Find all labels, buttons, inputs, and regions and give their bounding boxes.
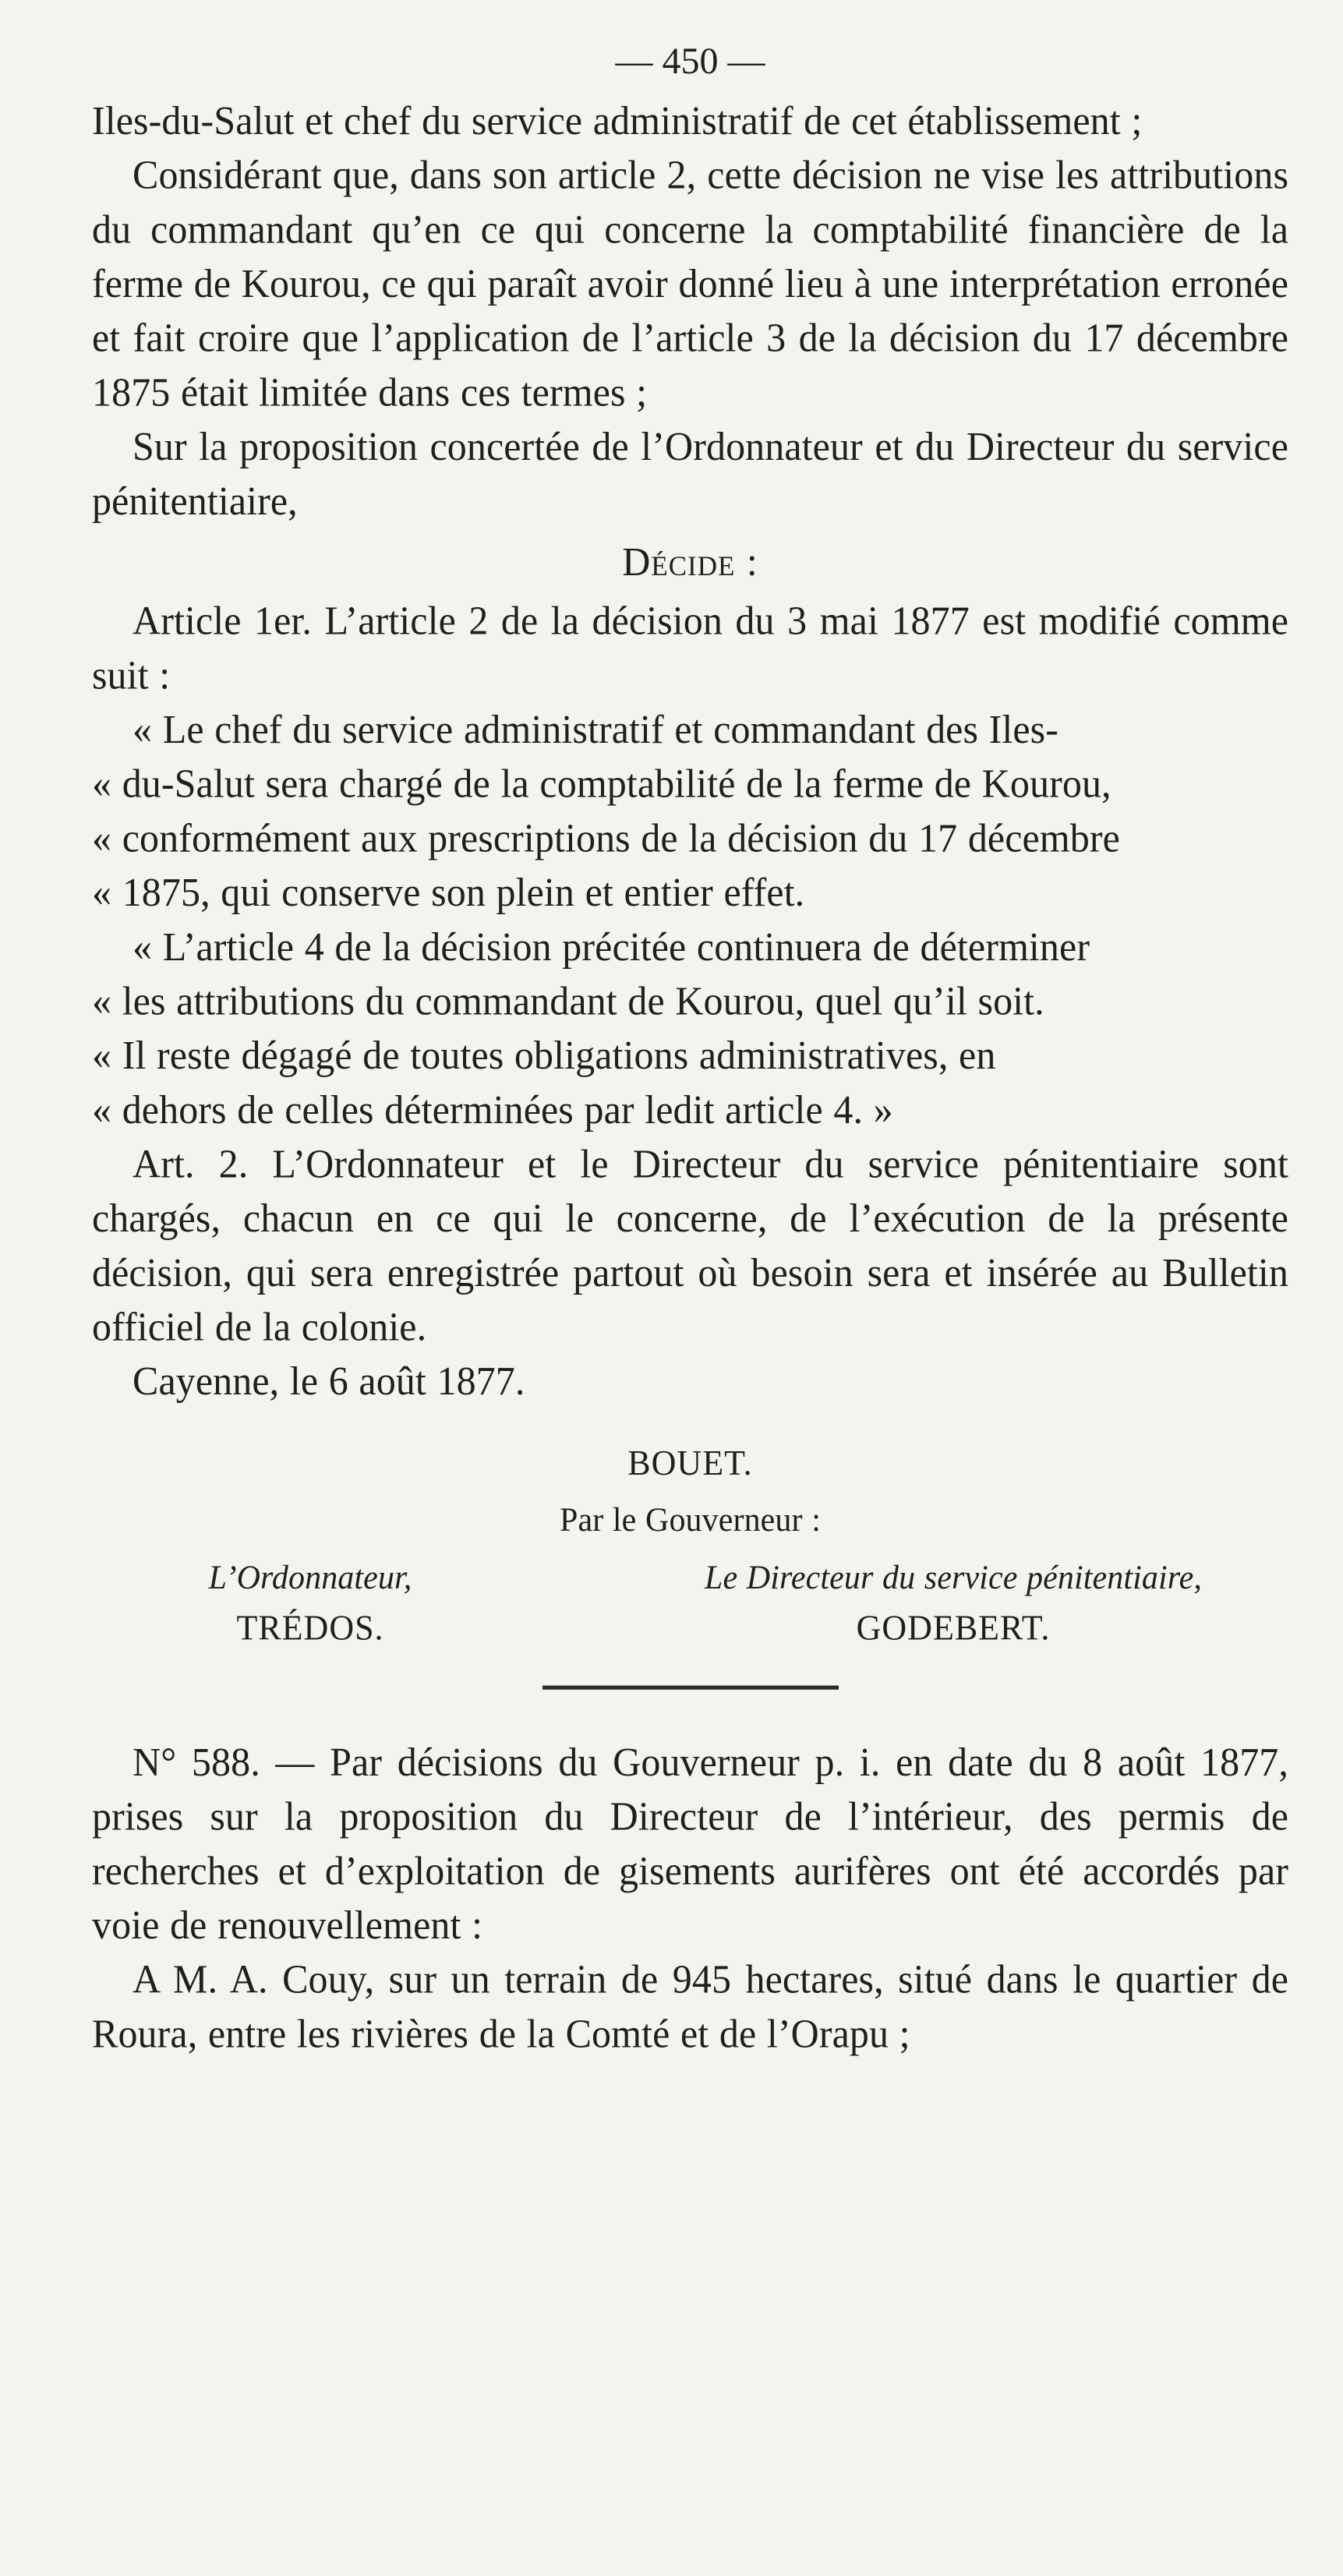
signature-row — [92, 1553, 1288, 1653]
section-divider — [543, 1686, 839, 1690]
par-le-gouverneur: Par le Gouverneur : — [560, 1501, 821, 1539]
paragraph-considerant: Considérant que, dans son article 2, cette décision ne vise les attributions du commandant qu’en ce qui concerne la comptabilité financière de la ferme de Kourou, ce qui paraît avoir donné lieu à une interprétation erronée et fait croire que l’application de l’article 3 de la décision du 17 décembre 1875 était limitée dans ces termes ; — [92, 151, 1288, 415]
quote-line: « Le chef du service administratif et commandant des Iles- — [133, 706, 1058, 752]
quote-line: « les attributions du commandant de Kourou, quel qu’il soit. — [92, 977, 1044, 1023]
governor-signature: BOUET. — [627, 1443, 753, 1483]
page-number: — 450 — — [615, 41, 765, 82]
ordonnateur-title: L’Ordonnateur, — [208, 1559, 412, 1597]
decide-heading: Décide : — [622, 538, 758, 585]
quote-line: « du-Salut sera chargé de la comptabilité de la ferme de Kourou, — [92, 760, 1112, 807]
directeur-title: Le Directeur du service pénitentiaire, — [704, 1559, 1202, 1597]
quote-line: « Il reste dégagé de toutes obligations administratives, en — [92, 1032, 996, 1078]
document-body — [92, 94, 1288, 2061]
ordonnateur-name: TRÉDOS. — [236, 1607, 384, 1648]
article-2: Art. 2. L’Ordonnateur et le Directeur du service pénitentiaire sont chargés, chacun en ce qui le concerne, de l’exécution de la présente décision, qui sera enregistrée partout où besoin sera et insérée au Bulletin officiel de la colonie. — [92, 1140, 1288, 1349]
quote-line: « dehors de celles déterminées par ledit article 4. » — [92, 1087, 893, 1133]
ordonnateur-signature-block — [92, 1553, 528, 1653]
notice-couy: A M. A. Couy, sur un terrain de 945 hectares, situé dans le quartier de Roura, entre les rivières de la Comté et de l’Orapu ; — [92, 1956, 1288, 2056]
document-page — [92, 34, 1288, 2544]
notice-588: N° 588. — Par décisions du Gouverneur p. i. en date du 8 août 1877, prises sur la proposition du Directeur de l’intérieur, des permis de recherches et d’exploitation de gisements aurifères ont été accordés par voie de renouvellement : — [92, 1739, 1288, 1948]
directeur-name: GODEBERT. — [856, 1607, 1051, 1648]
quote-line: « L’article 4 de la décision précitée continuera de déterminer — [133, 923, 1090, 970]
paragraph-proposition: Sur la proposition concertée de l’Ordonnateur et du Directeur du service pénitentiaire, — [92, 423, 1288, 524]
directeur-signature-block — [618, 1553, 1288, 1653]
paragraph-continuation: Iles-du-Salut et chef du service administratif de cet établissement ; — [92, 97, 1143, 143]
quote-line: « 1875, qui conserve son plein et entier effet. — [92, 869, 805, 915]
quote-line: « conformément aux prescriptions de la décision du 17 décembre — [92, 814, 1120, 860]
place-date: Cayenne, le 6 août 1877. — [133, 1358, 525, 1404]
article-1-intro: Article 1er. L’article 2 de la décision du 3 mai 1877 est modifié comme suit : — [92, 597, 1288, 698]
quote-block-2 — [92, 920, 1288, 1137]
quote-block-1 — [92, 702, 1288, 920]
